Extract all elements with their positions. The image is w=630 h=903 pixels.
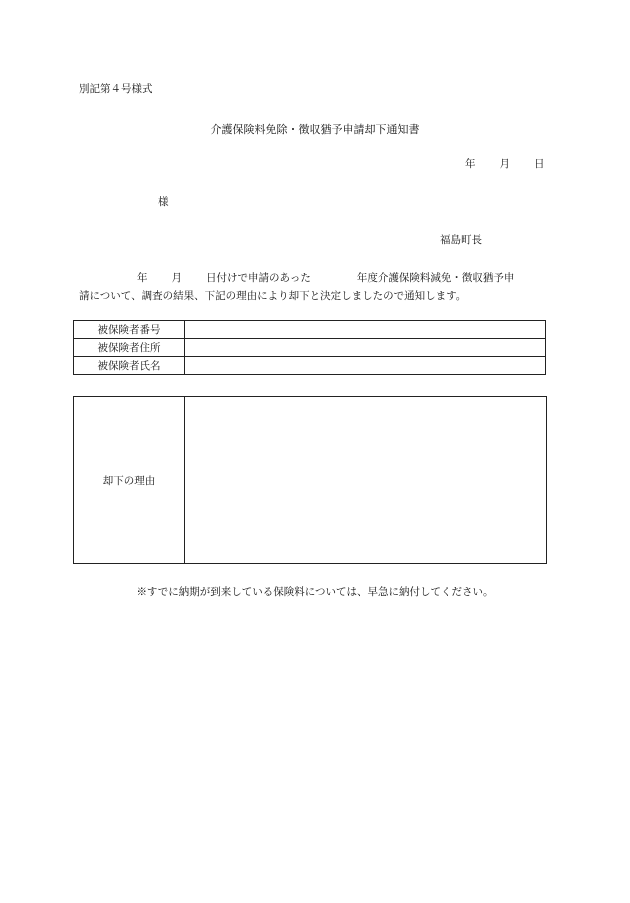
issue-date [465, 156, 545, 171]
body-text-1: 日付けで申請のあった [206, 272, 311, 284]
issuer-name: 福島町長 [440, 234, 482, 246]
table-row [74, 321, 546, 339]
insured-number-field[interactable] [185, 321, 546, 339]
table-row [74, 339, 546, 357]
rejection-reason-box [73, 396, 547, 564]
addressee-suffix: 様 [158, 196, 169, 208]
insured-name-field[interactable] [185, 357, 546, 375]
insured-info-table [73, 320, 546, 375]
insured-address-field[interactable] [185, 339, 546, 357]
body-line-1 [79, 270, 549, 285]
body-year: 年 [137, 272, 148, 284]
body-month: 月 [171, 272, 182, 284]
insured-address-label: 被保険者住所 [74, 339, 185, 357]
insured-name-label: 被保険者氏名 [74, 357, 185, 375]
rejection-reason-field[interactable] [185, 397, 546, 563]
rejection-reason-label: 却下の理由 [74, 397, 185, 563]
form-number: 別記第４号様式 [79, 83, 153, 95]
body-text-2: 年度介護保険料減免・徴収猶予申 [356, 272, 515, 284]
document-title: 介護保険料免除・徴収猶予申請却下通知書 [210, 123, 420, 136]
insured-number-label: 被保険者番号 [74, 321, 185, 339]
date-month: 月 [499, 158, 510, 170]
payment-note: ※すでに納期が到来している保険料については、早急に納付してください。 [136, 586, 494, 598]
table-row [74, 357, 546, 375]
date-day: 日 [534, 158, 545, 170]
body-line-2: 請について、調査の結果、下記の理由により却下と決定しましたので通知します。 [79, 290, 467, 302]
date-year: 年 [465, 158, 476, 170]
